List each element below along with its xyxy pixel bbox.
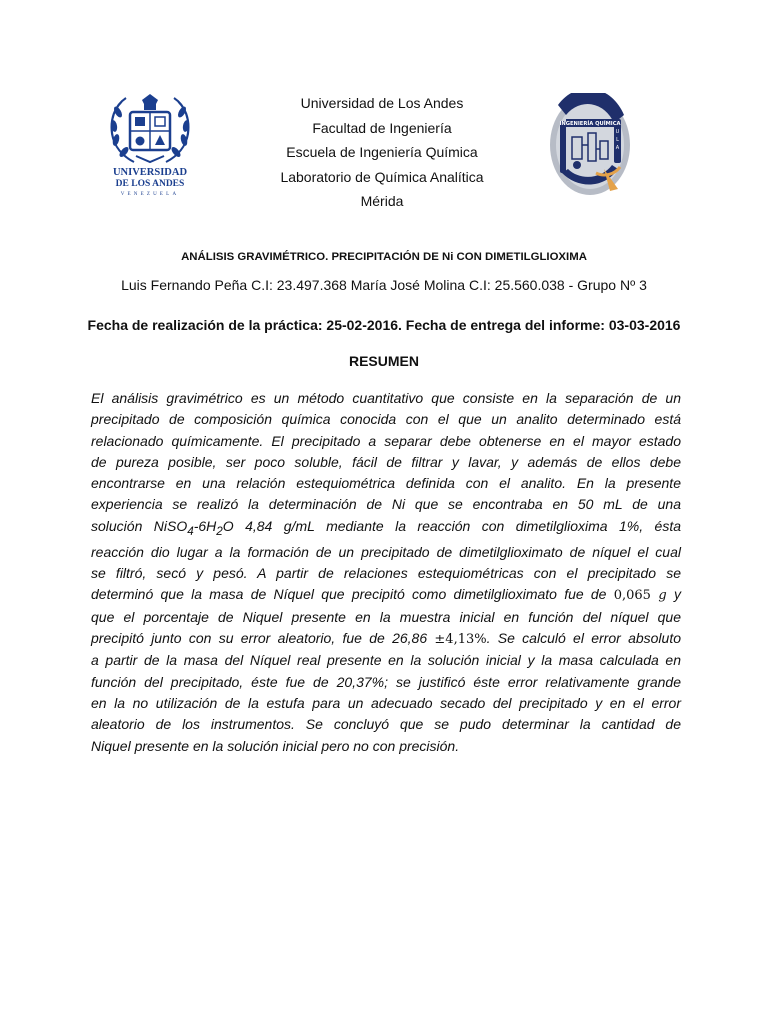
institution-line: Facultad de Ingeniería (312, 119, 452, 136)
institution-header (232, 91, 532, 214)
university-seal-icon (106, 90, 194, 168)
logo-badge-label: INGENIERÍA QUÍMICA (559, 121, 621, 127)
random-error-value: ±4,13% (434, 632, 487, 648)
university-logo (106, 90, 194, 200)
dates-line: Fecha de realización de la práctica: 25-02-2016. Fecha de entrega del informe: 03-03-2016 (87, 317, 681, 333)
svg-text:A: A (615, 145, 620, 151)
subscript: 4 (187, 524, 194, 538)
institution-line: Laboratorio de Química Analítica (280, 168, 484, 185)
institution-line: Mérida (360, 193, 404, 209)
abstract-line: experiencia se realizó la determinación de Ni que se encontraba en 50 mL de una (91, 496, 681, 513)
abstract-line: relacionado químicamente. El precipitado a separar debe obtenerse en el mayor estado (91, 432, 681, 449)
abstract-line: de pureza posible, ser poco soluble, fácil de filtrar y lavar, y además de ellos debe (91, 453, 681, 470)
logo-wordmark-line3: VENEZUELA (120, 192, 180, 197)
math-number: 0,065 (613, 588, 651, 604)
authors-line: Luis Fernando Peña C.I: 23.497.368 María José Molina C.I: 25.560.038 - Grupo Nº 3 (121, 277, 647, 293)
institution-line: Escuela de Ingeniería Química (286, 144, 478, 160)
abstract-line: Niquel presente en la solución inicial pero no con precisión. (91, 737, 460, 754)
math-unit: g (658, 588, 667, 604)
chemical-engineering-badge-icon (548, 93, 632, 201)
abstract-line (91, 584, 681, 606)
abstract-text: y (674, 586, 681, 603)
svg-text:U: U (615, 129, 620, 135)
abstract-line: a partir de la masa del Níquel real presente en la solución inicial y la masa calculada en (91, 652, 681, 669)
department-logo (548, 93, 632, 201)
report-title: ANÁLISIS GRAVIMÉTRICO. PRECIPITACIÓN DE Ni CON DIMETILGLIOXIMA (181, 251, 587, 263)
abstract-text: O 4,84 g/mL mediante la reacción con dimetilglioxima 1%, ésta (222, 517, 682, 534)
abstract-text: -6H (193, 517, 217, 534)
abstract-line: función del precipitado, éste fue de 20,37%; se justificó éste error relativamente grande (91, 673, 681, 690)
logo-wordmark-line1: UNIVERSIDAD (112, 167, 188, 178)
abstract-paragraph (91, 388, 681, 757)
abstract-line: El análisis gravimétrico es un método cuantitativo que consiste en la separación de un (91, 390, 681, 406)
abstract-text: precipitó junto con su error aleatorio, fue de 26,86 (91, 630, 428, 647)
abstract-line: encontrarse en una relación estequiométrica definida con el analito. En la presente (91, 475, 681, 492)
abstract-text: . Se calculó el error absoluto (486, 630, 681, 647)
abstract-line: se filtró, secó y pesó. A partir de relaciones estequiométricas con el precipitado se (91, 565, 681, 582)
abstract-text: solución NiSO (91, 517, 188, 534)
subscript: 2 (216, 524, 223, 538)
abstract-line (91, 516, 681, 542)
abstract-text: determinó que la masa de Níquel que precipitó como dimetilglioximato fue de (91, 586, 607, 603)
abstract-line: aleatorio de los instrumentos. Se concluyó que se pudo determinar la cantidad de (91, 716, 681, 733)
nickel-mass-value (614, 588, 667, 603)
abstract-line: precipitado de composición química conocida con el que un analito determinado está (91, 411, 681, 428)
section-heading: RESUMEN (348, 353, 419, 369)
institution-line: Universidad de Los Andes (300, 95, 464, 111)
svg-text:L: L (616, 137, 619, 143)
abstract-line: que el porcentaje de Niquel presente en la muestra inicial en función del níquel que (91, 608, 681, 625)
abstract-line: reacción dio lugar a la formación de un precipitado de dimetilglioximato de níquel el cual (91, 543, 681, 560)
logo-wordmark-line2: DE LOS ANDES (115, 179, 185, 189)
abstract-line: en la no utilización de la estufa para un adecuado secado del precipitado y en el error (91, 694, 681, 711)
abstract-line (91, 628, 681, 650)
